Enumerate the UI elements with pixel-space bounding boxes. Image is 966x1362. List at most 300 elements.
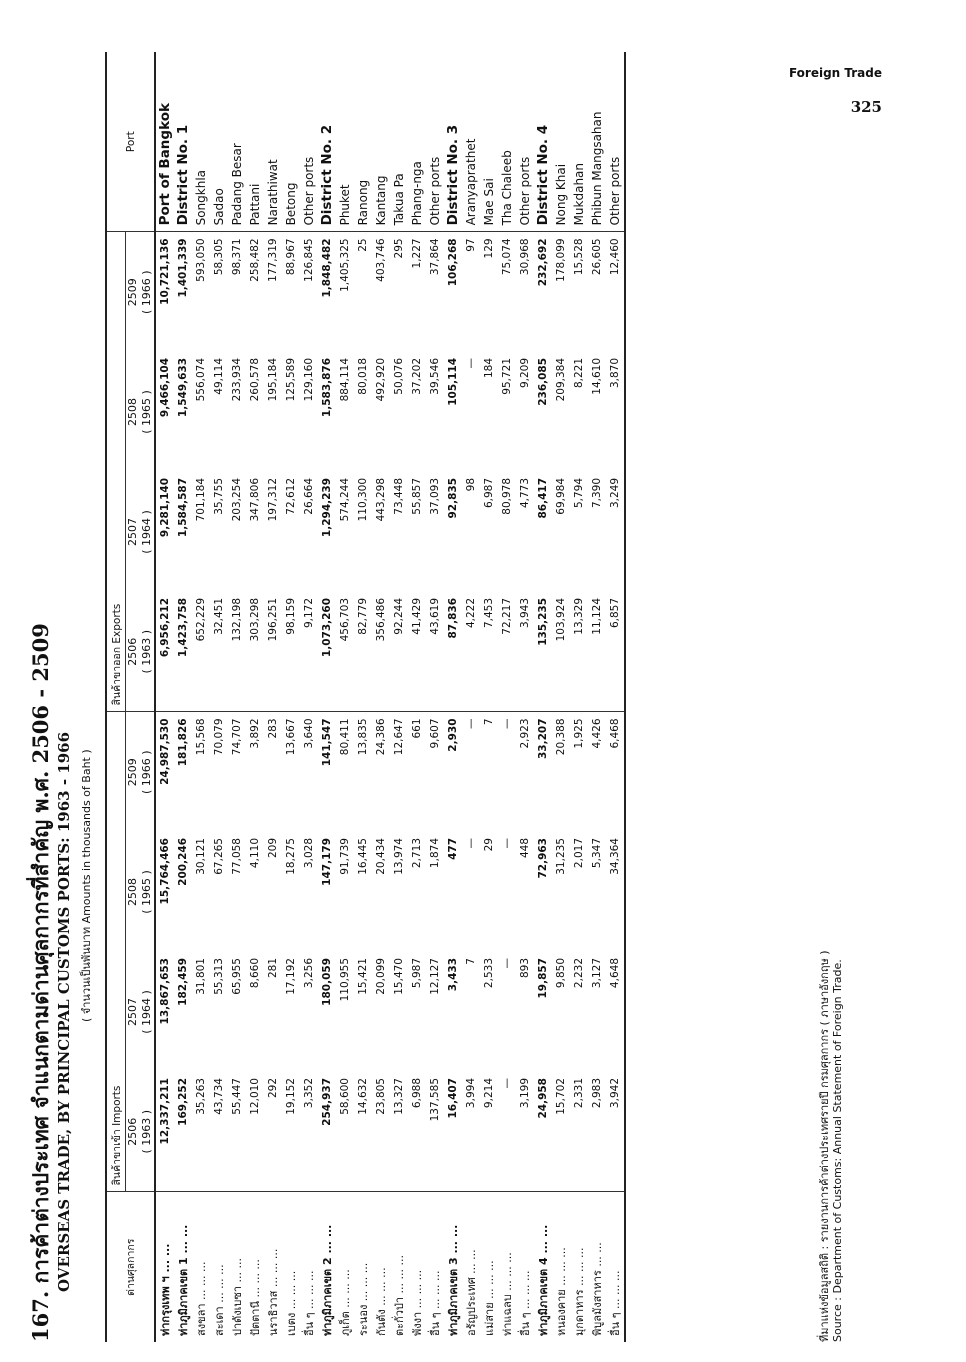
export-value: 87,836 (447, 597, 459, 639)
import-value: 3,256 (303, 958, 315, 989)
export-value: 11,124 (591, 597, 603, 635)
export-value: 75,074 (498, 232, 516, 352)
import-value: 147,179 (321, 838, 333, 886)
import-value: 1,874 (429, 838, 441, 869)
port-name-english: Other ports (606, 52, 625, 232)
import-value: 65,955 (231, 958, 243, 995)
import-value: 55,313 (213, 958, 225, 995)
export-value: 15,528 (570, 232, 588, 352)
export-value: 35,755 (213, 477, 225, 515)
port-name-english: Tha Chaleeb (500, 150, 514, 226)
import-value: 200,246 (177, 838, 189, 886)
header-exports: สินค้าขาออก Exports (106, 232, 126, 712)
port-name-thai: พิบูลมังสาหาร ... ... (588, 1192, 606, 1342)
export-value: 197,312 (267, 477, 279, 522)
export-value: 92,835 (447, 477, 459, 519)
table-row (588, 52, 606, 1342)
header-port-thai: ด่านศุลกากร (106, 1192, 155, 1342)
port-name-thai: แม่สาย ... ... ... (480, 1192, 498, 1342)
port-name-thai: ท่าภูมิภาคเขต 2 ... ... (318, 1192, 336, 1342)
port-name-english: District No. 4 (535, 124, 551, 226)
import-value: 209 (267, 838, 279, 859)
export-value: 652,229 (195, 597, 207, 642)
import-value: 4,648 (606, 952, 625, 1072)
export-value: 32,451 (213, 597, 225, 635)
import-value: 9,850 (555, 958, 567, 989)
import-value: 281 (267, 958, 279, 979)
import-value: 77,058 (231, 838, 243, 875)
header-imports: สินค้าขาเข้า Imports (106, 712, 126, 1192)
export-value: 1,405,325 (336, 232, 354, 352)
import-value: 29 (483, 838, 495, 852)
import-value: 8,660 (249, 958, 261, 989)
port-name-english: Padang Besar (230, 143, 244, 226)
export-value: 73,448 (393, 477, 405, 515)
table-row (390, 52, 408, 1342)
import-value: 67,265 (213, 838, 225, 875)
export-value: 258,482 (246, 232, 264, 352)
export-value: 209,384 (555, 357, 567, 402)
export-value: 7,390 (591, 477, 603, 509)
import-value: 9,214 (483, 1078, 495, 1109)
page-number: 325 (850, 98, 882, 116)
port-name-thai: ท่าภูมิภาคเขต 4 ... ... (534, 1192, 552, 1342)
import-value: 15,568 (192, 712, 210, 832)
port-name-thai: พังงา ... ... ... (408, 1192, 426, 1342)
port-name-thai: ท่าภูมิภาคเขต 1 ... ... (174, 1192, 192, 1342)
export-value: 196,251 (267, 597, 279, 642)
table-row (408, 52, 426, 1342)
import-value: 74,707 (228, 712, 246, 832)
table-row (498, 52, 516, 1342)
export-value: 4,222 (465, 597, 477, 629)
export-value: 203,254 (231, 477, 243, 522)
export-value: 1,848,482 (318, 232, 336, 352)
table-row (354, 52, 372, 1342)
export-value: 72,612 (285, 477, 297, 515)
port-name-english: Narathiwat (266, 159, 280, 226)
export-value: 295 (390, 232, 408, 352)
table-row (606, 52, 625, 1342)
import-value: 4,110 (249, 838, 261, 869)
import-value: 3,352 (303, 1078, 315, 1109)
export-value: 26,605 (588, 232, 606, 352)
import-value: 9,607 (426, 712, 444, 832)
import-value: — (501, 1078, 513, 1089)
table-row (336, 52, 354, 1342)
import-value: 3,942 (606, 1072, 625, 1192)
export-value: 103,924 (555, 597, 567, 642)
export-value: 7,453 (483, 597, 495, 629)
table-row (264, 52, 282, 1342)
import-value: 19,857 (537, 958, 549, 999)
export-value: 58,305 (210, 232, 228, 352)
export-value: 195,184 (267, 357, 279, 402)
export-value: 1,549,633 (177, 357, 189, 418)
table-units: ( จำนวนเป็นพันบาท Amounts in thousands of Baht ) (80, 749, 93, 1022)
export-value: 129 (480, 232, 498, 352)
import-value: 58,600 (339, 1078, 351, 1115)
table-title-english: OVERSEAS TRADE, BY PRINCIPAL CUSTOMS PORTS: 1963 - 1966 (55, 731, 73, 1292)
port-name-thai: เบตง ... ... ... (282, 1192, 300, 1342)
export-value: 132,198 (231, 597, 243, 642)
export-value: 884,114 (339, 357, 351, 402)
import-value: 12,337,211 (159, 1078, 171, 1145)
export-value: 6,987 (483, 477, 495, 509)
export-value: 86,417 (537, 477, 549, 519)
port-name-english: Other ports (302, 156, 316, 226)
export-value: 80,978 (501, 477, 513, 515)
import-value: 3,028 (303, 838, 315, 869)
import-value: 16,445 (357, 838, 369, 875)
export-value: 50,076 (393, 357, 405, 395)
port-name-english: Songkhla (194, 169, 208, 226)
port-name-english: Betong (284, 182, 298, 226)
export-value: 10,721,136 (155, 232, 174, 352)
export-value: 701,184 (195, 477, 207, 522)
table-row (552, 52, 570, 1342)
export-value: 37,202 (411, 357, 423, 395)
import-value: 6,988 (411, 1078, 423, 1109)
export-value: 37,864 (426, 232, 444, 352)
export-value: 25 (354, 232, 372, 352)
table-row (480, 52, 498, 1342)
port-name-thai: กันตัง ... ... ... (372, 1192, 390, 1342)
export-value: 6,956,212 (159, 597, 171, 658)
import-value: 1,925 (570, 712, 588, 832)
port-name-thai: ท่ากรุงเทพ ฯ ... ... (155, 1192, 174, 1342)
port-name-english: Mae Sai (482, 178, 496, 226)
import-value: 31,801 (195, 958, 207, 995)
export-value: 14,610 (591, 357, 603, 395)
import-value: 72,963 (537, 838, 549, 879)
import-value: 43,734 (213, 1078, 225, 1115)
export-value: 356,486 (375, 597, 387, 642)
export-value: 88,967 (282, 232, 300, 352)
export-value: 8,221 (573, 357, 585, 389)
imports-year-header: 2506 ( 1963 ) (126, 1109, 153, 1154)
table-row (570, 52, 588, 1342)
export-value: 443,298 (375, 477, 387, 522)
port-name-english: District No. 1 (175, 124, 191, 226)
table-row (372, 52, 390, 1342)
export-value: 556,074 (195, 357, 207, 402)
port-name-thai: ภูเก็ต ... ... ... (336, 1192, 354, 1342)
import-value: — (501, 838, 513, 849)
export-value: 98 (465, 477, 477, 492)
port-name-thai: อื่น ๆ ... ... ... (606, 1192, 625, 1342)
port-name-english: District No. 2 (319, 124, 335, 226)
export-value: 1,423,758 (177, 597, 189, 658)
table-row (155, 52, 174, 1342)
export-value: 232,692 (534, 232, 552, 352)
export-value: 5,794 (573, 477, 585, 509)
import-value: — (498, 712, 516, 832)
import-value: 3,994 (465, 1078, 477, 1109)
import-value: 35,263 (195, 1078, 207, 1115)
port-name-thai: มุกดาหาร ... ... ... (570, 1192, 588, 1342)
export-value: 9,466,104 (159, 357, 171, 418)
import-value: 3,640 (300, 712, 318, 832)
export-value: 3,249 (606, 472, 625, 592)
export-value: 13,329 (573, 597, 585, 635)
import-value: 7 (465, 958, 477, 965)
import-value: 2,930 (444, 712, 462, 832)
table-row (228, 52, 246, 1342)
import-value: 13,867,653 (159, 958, 171, 1025)
table-title-thai: 167. การค้าต่างประเทศ จำแนกตามด่านศุลกากรที่สำคัญ พ.ศ. 2506 - 2509 (28, 623, 53, 1342)
export-value: 1,227 (408, 232, 426, 352)
import-value: 13,974 (393, 838, 405, 875)
table-row (534, 52, 552, 1342)
import-value: 15,421 (357, 958, 369, 995)
import-value: 13,667 (282, 712, 300, 832)
export-value: 106,268 (444, 232, 462, 352)
port-name-english: District No. 3 (445, 124, 461, 226)
import-value: 141,547 (318, 712, 336, 832)
export-value: 347,806 (249, 477, 261, 522)
table-row (444, 52, 462, 1342)
table-row (174, 52, 192, 1342)
import-value: 448 (519, 838, 531, 859)
table-row (300, 52, 318, 1342)
export-value: 98,371 (228, 232, 246, 352)
import-value: 182,459 (177, 958, 189, 1006)
import-value: 70,079 (210, 712, 228, 832)
port-name-thai: อื่น ๆ ... ... ... (516, 1192, 534, 1342)
footnote (815, 142, 847, 1342)
export-value: 125,589 (285, 357, 297, 402)
import-value: 2,983 (591, 1078, 603, 1109)
table-row (192, 52, 210, 1342)
import-value: — (465, 838, 477, 849)
export-value: 9,281,140 (159, 477, 171, 538)
port-name-thai: สะเดา ... ... ... (210, 1192, 228, 1342)
import-value: 18,275 (285, 838, 297, 875)
port-name-english: Kantang (374, 175, 388, 226)
export-value: 92,244 (393, 597, 405, 635)
port-name-english: Nong Khai (554, 163, 568, 226)
imports-year-header: 2507 ( 1964 ) (126, 990, 153, 1034)
port-name-english: Port of Bangkok (157, 103, 173, 226)
port-name-english: Phibun Mangsahan (590, 111, 604, 226)
port-name-thai: ตะกั่วป่า ... ... ... (390, 1192, 408, 1342)
export-value: 456,703 (339, 597, 351, 642)
import-value: 893 (519, 958, 531, 979)
export-value: 72,217 (501, 597, 513, 635)
export-value: 1,584,587 (177, 477, 189, 538)
exports-year-header: 2507 ( 1964 ) (126, 510, 153, 554)
export-value: 55,857 (411, 477, 423, 515)
table-row (516, 52, 534, 1342)
export-value: 260,578 (249, 357, 261, 402)
import-value: 20,388 (552, 712, 570, 832)
import-value: 2,331 (573, 1078, 585, 1109)
export-value: 9,209 (519, 357, 531, 389)
footnote-thai: ที่มาแห่งข้อมูลสถิติ : รายงานการค้าต่างประเทศรายปี กรมศุลกากร ( ภาษาอังกฤษ ) (818, 950, 831, 1342)
import-value: 30,121 (195, 838, 207, 875)
export-value: 49,114 (213, 357, 225, 395)
export-value: 110,300 (357, 477, 369, 522)
import-value: 169,252 (177, 1078, 189, 1126)
export-value: 69,984 (555, 477, 567, 515)
import-value: 23,805 (375, 1078, 387, 1115)
export-value: 126,845 (300, 232, 318, 352)
import-value: 5,987 (411, 958, 423, 989)
import-value: 477 (447, 838, 459, 860)
import-value: 24,958 (537, 1078, 549, 1119)
import-value: 254,937 (321, 1078, 333, 1126)
export-value: 1,583,876 (321, 357, 333, 418)
import-value: 24,987,530 (155, 712, 174, 832)
port-name-thai: นราธิวาส ... ... ... (264, 1192, 282, 1342)
port-name-english: Other ports (518, 156, 532, 226)
export-value: 43,619 (429, 597, 441, 635)
import-value: 3,433 (447, 958, 459, 992)
port-name-thai: ท่าแฉลบ ... ... ... (498, 1192, 516, 1342)
port-name-thai: สงขลา ... ... ... (192, 1192, 210, 1342)
exports-year-header: 2508 ( 1965 ) (126, 390, 153, 434)
table-row (282, 52, 300, 1342)
table-row (318, 52, 336, 1342)
import-value: 13,327 (393, 1078, 405, 1115)
table-row (246, 52, 264, 1342)
import-value: 180,059 (321, 958, 333, 1006)
import-value: 15,702 (555, 1078, 567, 1115)
import-value: 34,364 (606, 832, 625, 952)
export-value: 30,968 (516, 232, 534, 352)
export-value: 233,934 (231, 357, 243, 402)
import-value: 6,468 (606, 712, 625, 832)
export-value: 3,870 (606, 352, 625, 472)
import-value: 3,199 (519, 1078, 531, 1109)
import-value: 20,434 (375, 838, 387, 875)
exports-year-header: 2506 ( 1963 ) (126, 629, 153, 674)
import-value: 12,127 (429, 958, 441, 995)
import-value: 2,232 (573, 958, 585, 989)
import-value: 2,713 (411, 838, 423, 869)
port-name-thai: ท่าภูมิภาคเขต 3 ... ... (444, 1192, 462, 1342)
export-value: 129,160 (303, 357, 315, 402)
table-row (210, 52, 228, 1342)
import-value: 3,127 (591, 958, 603, 989)
import-value: 13,835 (354, 712, 372, 832)
port-name-thai: อรัญประเทศ ... ... (462, 1192, 480, 1342)
export-value: 80,018 (357, 357, 369, 395)
import-value: 14,632 (357, 1078, 369, 1115)
import-value: 181,826 (174, 712, 192, 832)
import-value: 33,207 (534, 712, 552, 832)
export-value: 1,294,239 (321, 477, 333, 538)
export-value: 97 (462, 232, 480, 352)
import-value: 15,764,466 (159, 838, 171, 905)
imports-year-header: 2508 ( 1965 ) (126, 870, 153, 914)
table-row (426, 52, 444, 1342)
port-name-thai: อื่น ๆ ... ... ... (426, 1192, 444, 1342)
export-value: 177,319 (264, 232, 282, 352)
export-value: 593,050 (192, 232, 210, 352)
import-value: 2,017 (573, 838, 585, 869)
import-value: 2,533 (483, 958, 495, 989)
import-value: — (501, 958, 513, 969)
import-value: 12,010 (249, 1078, 261, 1115)
import-value: 24,386 (372, 712, 390, 832)
import-value: 137,585 (429, 1078, 441, 1122)
export-value: 37,093 (429, 477, 441, 515)
export-value: 9,172 (303, 597, 315, 629)
export-value: 82,779 (357, 597, 369, 635)
export-value: 1,401,339 (174, 232, 192, 352)
export-value: — (465, 357, 477, 369)
export-value: 574,244 (339, 477, 351, 522)
import-value: 661 (408, 712, 426, 832)
import-value: 55,447 (231, 1078, 243, 1115)
port-name-english: Aranyaprathet (464, 138, 478, 226)
export-value: 4,773 (519, 477, 531, 509)
export-value: 1,073,260 (321, 597, 333, 658)
export-value: 98,159 (285, 597, 297, 635)
import-value: 19,152 (285, 1078, 297, 1115)
export-value: 26,664 (303, 477, 315, 515)
import-value: 80,411 (336, 712, 354, 832)
export-value: 184 (483, 357, 495, 379)
port-name-thai: ปัตตานี ... ... ... (246, 1192, 264, 1342)
header-port-english: Port (106, 52, 155, 232)
port-name-english: Mukdahan (572, 162, 586, 226)
rotated-table-page (25, 12, 865, 1342)
import-value: 283 (264, 712, 282, 832)
import-value: 4,426 (588, 712, 606, 832)
import-value: 17,192 (285, 958, 297, 995)
port-name-english: Ranong (356, 179, 370, 226)
import-value: 91,739 (339, 838, 351, 875)
port-name-english: Sadao (212, 188, 226, 226)
export-value: 303,298 (249, 597, 261, 642)
port-name-thai: หนองคาย ... ... ... (552, 1192, 570, 1342)
import-value: 31,235 (555, 838, 567, 875)
port-name-thai: อื่น ๆ ... ... ... (300, 1192, 318, 1342)
port-name-english: Other ports (428, 156, 442, 226)
export-value: 236,085 (537, 357, 549, 406)
port-name-thai: ปาดังเบซา ... ... (228, 1192, 246, 1342)
import-value: 2,923 (516, 712, 534, 832)
footnote-english: Source : Department of Customs: Annual Statement of Foreign Trade. (831, 959, 844, 1342)
port-name-english: Pattani (248, 183, 262, 226)
port-name-english: Phuket (338, 184, 352, 226)
overseas-trade-table (105, 52, 626, 1342)
running-head: Foreign Trade (788, 66, 882, 80)
imports-year-header: 2509 ( 1966 ) (126, 712, 156, 832)
export-value: 492,920 (375, 357, 387, 402)
export-value: 12,460 (606, 232, 625, 352)
import-value: 3,892 (246, 712, 264, 832)
export-value: 403,746 (372, 232, 390, 352)
export-value: 6,857 (606, 592, 625, 712)
import-value: 5,347 (591, 838, 603, 869)
export-value: 95,721 (501, 357, 513, 395)
import-value: 15,470 (393, 958, 405, 995)
import-value: 20,099 (375, 958, 387, 995)
import-value: 110,955 (339, 958, 351, 1002)
port-name-english: Takua Pa (392, 173, 406, 226)
port-name-english: Phang-nga (410, 161, 424, 226)
port-name-thai: ระนอง ... ... ... (354, 1192, 372, 1342)
exports-year-header: 2509 ( 1966 ) (126, 232, 156, 352)
import-value: 12,647 (390, 712, 408, 832)
export-value: 135,235 (537, 597, 549, 646)
import-value: 16,407 (447, 1078, 459, 1119)
export-value: 3,943 (519, 597, 531, 629)
